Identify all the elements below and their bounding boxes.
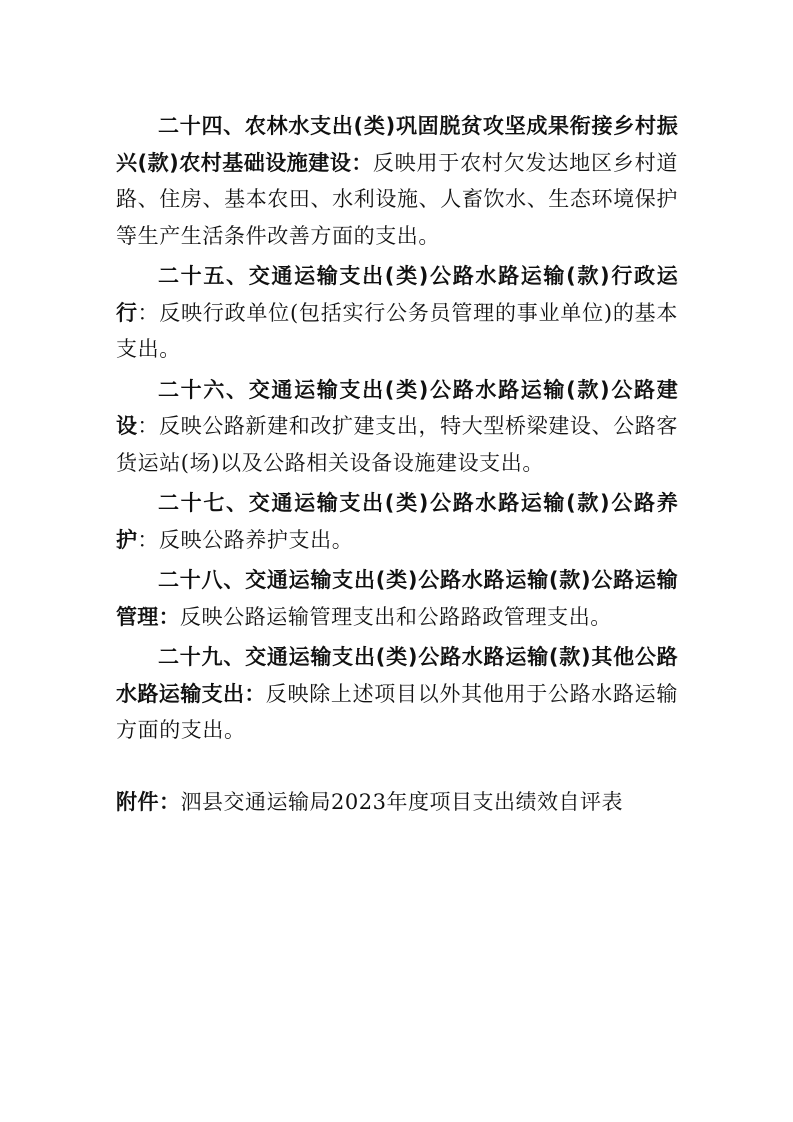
explanation-section [116, 108, 678, 753]
paragraph-27 [116, 485, 678, 558]
paragraph-heading: 二十五、交通运输支出(类)公路水路运输(款)行政运行 [116, 264, 678, 325]
paragraph-heading: 二十九、交通运输支出(类)公路水路运输(款)其他公路水路运输支出： [116, 645, 678, 706]
paragraph-heading: 二十四、农林水支出(类)巩固脱贫攻坚成果衔接乡村振兴(款)农村基础设施建设： [116, 114, 678, 175]
paragraph-26 [116, 372, 678, 482]
attachment-label: 附件： [116, 790, 181, 814]
paragraph-heading: 二十七、交通运输支出(类)公路水路运输(款)公路养护 [116, 491, 678, 552]
attachment-title: 泗县交通运输局2023年度项目支出绩效自评表 [180, 790, 623, 814]
paragraph-24 [116, 108, 678, 254]
paragraph-body: 反映公路运输管理支出和公路路政管理支出。 [179, 604, 612, 629]
paragraph-body: 反映除上述项目以外其他用于公路水路运输方面的支出。 [116, 681, 678, 742]
paragraph-body: ：反映公路养护支出。 [137, 527, 354, 552]
paragraph-body: 反映用于农村欠发达地区乡村道路、住房、基本农田、水利设施、人畜饮水、生态环境保护等生产生活条件改善方面的支出。 [116, 150, 678, 248]
attachment-line [116, 784, 678, 820]
paragraph-heading: 二十六、交通运输支出(类)公路水路运输(款)公路建设 [116, 377, 678, 438]
paragraph-body: ：反映公路新建和改扩建支出，特大型桥梁建设、公路客货运站(场)以及公路相关设备设施建设支出。 [116, 414, 678, 475]
paragraph-body: ：反映行政单位(包括实行公务员管理的事业单位)的基本支出。 [116, 300, 678, 361]
paragraph-28 [116, 562, 678, 635]
paragraph-29 [116, 639, 678, 749]
paragraph-heading: 二十八、交通运输支出(类)公路水路运输(款)公路运输管理： [116, 568, 678, 629]
paragraph-25 [116, 258, 678, 368]
